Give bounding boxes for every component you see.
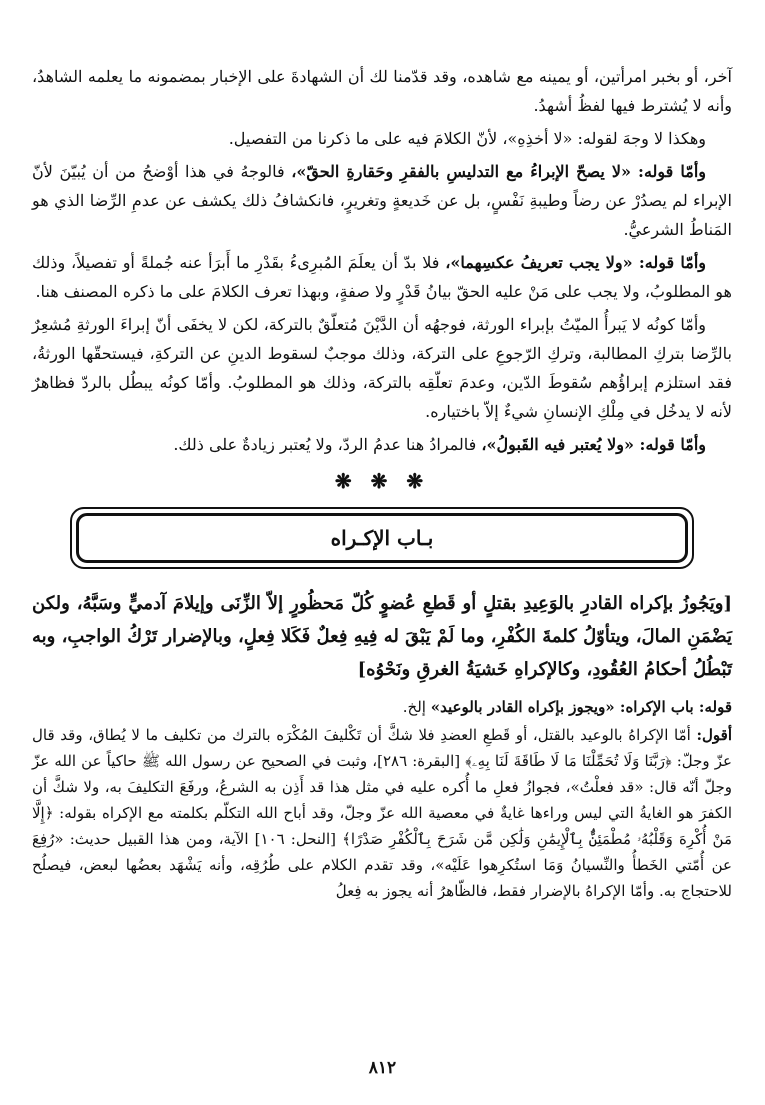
- sharh-paragraph-2-lead: أقول:: [696, 726, 732, 744]
- sharh-paragraph-1-lead: قوله: باب الإكراه: «ويجوز بإكراه القادر بالوعيد»: [430, 698, 732, 716]
- paragraph-5-text: وأمّا كونُه لا يَبرأُ الميّتُ بإبراء الورثة، فوجهُه أن الدَّيْنَ مُتعلّقٌ بالتركة، لكن لا يخفَى أنّ إبراءَ الورثةِ مُشعِرٌ بالرِّضا بتركِ المطالبة، وتركِ الرّجوعِ على التركة، وذلك موجبٌ لسقوط الدينِ عن التركةِ، فيستحقّها الورثةُ، فقد استلزم إبراؤُهم سُقوطَ الدّين، وعدمَ تعلّقِه بالتركة، وذلك هو المطلوبُ. وأمّا كونُه يبطُل بالردّ فظاهرٌ لأنه لا يدخُل في مِلْكِ الإنسانِ شيءٌ إلاّ باختياره.: [32, 315, 732, 421]
- page-body: [32, 62, 732, 906]
- paragraph-1: [32, 62, 732, 120]
- chapter-heading-frame: [70, 507, 694, 569]
- sharh-paragraph-1: [32, 694, 732, 720]
- paragraph-3-lead: وأمّا قوله: «لا يصحّ الإبراءُ مع التدليسِ بالفقرِ وحَقارةِ الحقّ»،: [291, 162, 707, 181]
- paragraph-2-text: وهكذا لا وجهَ لقوله: «لا أخذِهِ»، لأنّ الكلامَ فيه على ما ذكرنا من التفصيل.: [228, 129, 706, 148]
- page-number: ٨١٢: [368, 1058, 397, 1078]
- paragraph-3-text: فالوجهُ في هذا أوْضحُ من أن يُبيّنَ لأنّ الإبراء لم يصدُرْ عن رضاً وطيبةِ نَفْسٍ، بل عن خَديعةٍ وتغريرٍ، فانكشافُ ذلك يكشف عن عدمِ الرِّضا الذي هو المَناطُ الشرعيُّ.: [32, 162, 732, 239]
- paragraph-5: [32, 310, 732, 426]
- paragraph-1-text: آخر، أو بخبر امرأتين، أو يمينه مع شاهده، وقد قدّمنا لك أن الشهادةَ على الإخبار بمضمونه ما يعلمه الشاهدُ، وأنه لا يُشترط فيها لفظُ أشهدُ.: [32, 67, 732, 115]
- paragraph-4-lead: وأمّا قوله: «ولا يجب تعريفُ عكسِهما»،: [445, 253, 707, 272]
- paragraph-6: [32, 430, 732, 459]
- paragraph-4: [32, 248, 732, 306]
- sharh-paragraph-1-text: إلخ.: [402, 698, 431, 716]
- paragraph-6-text: فالمرادُ هنا عدمُ الردّ، ولا يُعتبر زيادةٌ على ذلك.: [173, 435, 482, 454]
- paragraph-3: [32, 157, 732, 244]
- chapter-title: بـاب الإكـراه: [330, 526, 434, 550]
- matn-text: [ويَجُوزُ بإكراه القادرِ بالوَعِيدِ بقتلٍ أو قَطعِ عُضوٍ كُلّ مَحظُورٍ إلاّ الزِّنَى وإيلامَ آدميٍّ وسَبَّهُ، ولكن يَضْمَنِ المالَ، ويتأوّلُ كلمةَ الكُفْرِ، وما لَمْ يَبْقَ له فِيهِ فِعلٌ فَكَلا فِعلٍ، وبالإضرار تَرْكُ الواجبِ، وبه تَبْطُلُ أحكامُ العُقُودِ، وكالإكراهِ خَشيَةُ الغرقِ ونَحْوُه]: [32, 593, 732, 680]
- paragraph-6-lead: وأمّا قوله: «ولا يُعتبر فيه القَبولُ»،: [481, 435, 706, 454]
- sharh-paragraph-2-text: أمّا الإكراهُ بالوعيد بالقتل، أو قَطعِ العضدِ فلا شكَّ أن تَكْليفَ المُكْرَه بالترك من تكليف ما لا يُطاق، وقد قال عزّ وجلّ: ﴿رَبَّنَا وَلَا تُحَمِّلْنَا مَا لَا طَاقَةَ لَنَا بِهِۦ﴾ [البقرة: ٢٨٦]، وثبت في الصحيح عن رسول الله ﷺ حاكياً عن الله عزّ وجلّ أنّه قال: «قد فعلْتُ»، فجوازُ فعلِ ما أُكره عليه في مثل هذا قد أَذِن به الشرعُ، ورفَعَ التكليفَ به، ولا شكَّ أن الكفرَ هو الغايةُ التي ليس وراءها غايةٌ في معصية الله عزّ وجلّ، وقد أباح الله التكلّم بكلمته مع الإكراه بقوله: ﴿إِلَّا مَنْ أُكْرِهَ وَقَلْبُهُۥ مُطْمَئِنٌّۢ بِٱلْإِيمَٰنِ وَلَٰكِن مَّن شَرَحَ بِٱلْكُفْرِ صَدْرًا﴾ [النحل: ١٠٦] الآية، ومن هذا القبيل حديث: «رُفِعَ عن أُمّتي الخَطأُ والنِّسيانُ وَمَا استُكرِهوا عَلَيْه»، وقد تقدم الكلام على طُرُقِه، وأنه يَشْهَد بعضُها لبعض، فيصلُح للاحتجاج به. وأمّا الإكراهُ بالإضرار فقط، فالظّاهرُ أنه يجوز به فِعلُ: [32, 726, 732, 900]
- sharh-paragraph-2: [32, 722, 732, 904]
- paragraph-2: [32, 124, 732, 153]
- paragraph-4-text: فلا بدّ أن يعلَمَ المُبرِىءُ بقَدْرِ ما أَبرَأ عنه جُملةً أو تفصيلاً، وذلك هو المطلوبُ، ولا يجب على مَنْ عليه الحقّ بيانُ قَدْرٍ ولا صفةٍ، وبهذا تعرف الكلامَ على ما ذكره المصنف هنا.: [32, 253, 732, 301]
- chapter-heading-inner-frame: [76, 513, 688, 563]
- section-separator: ❋ ❋ ❋: [334, 469, 430, 493]
